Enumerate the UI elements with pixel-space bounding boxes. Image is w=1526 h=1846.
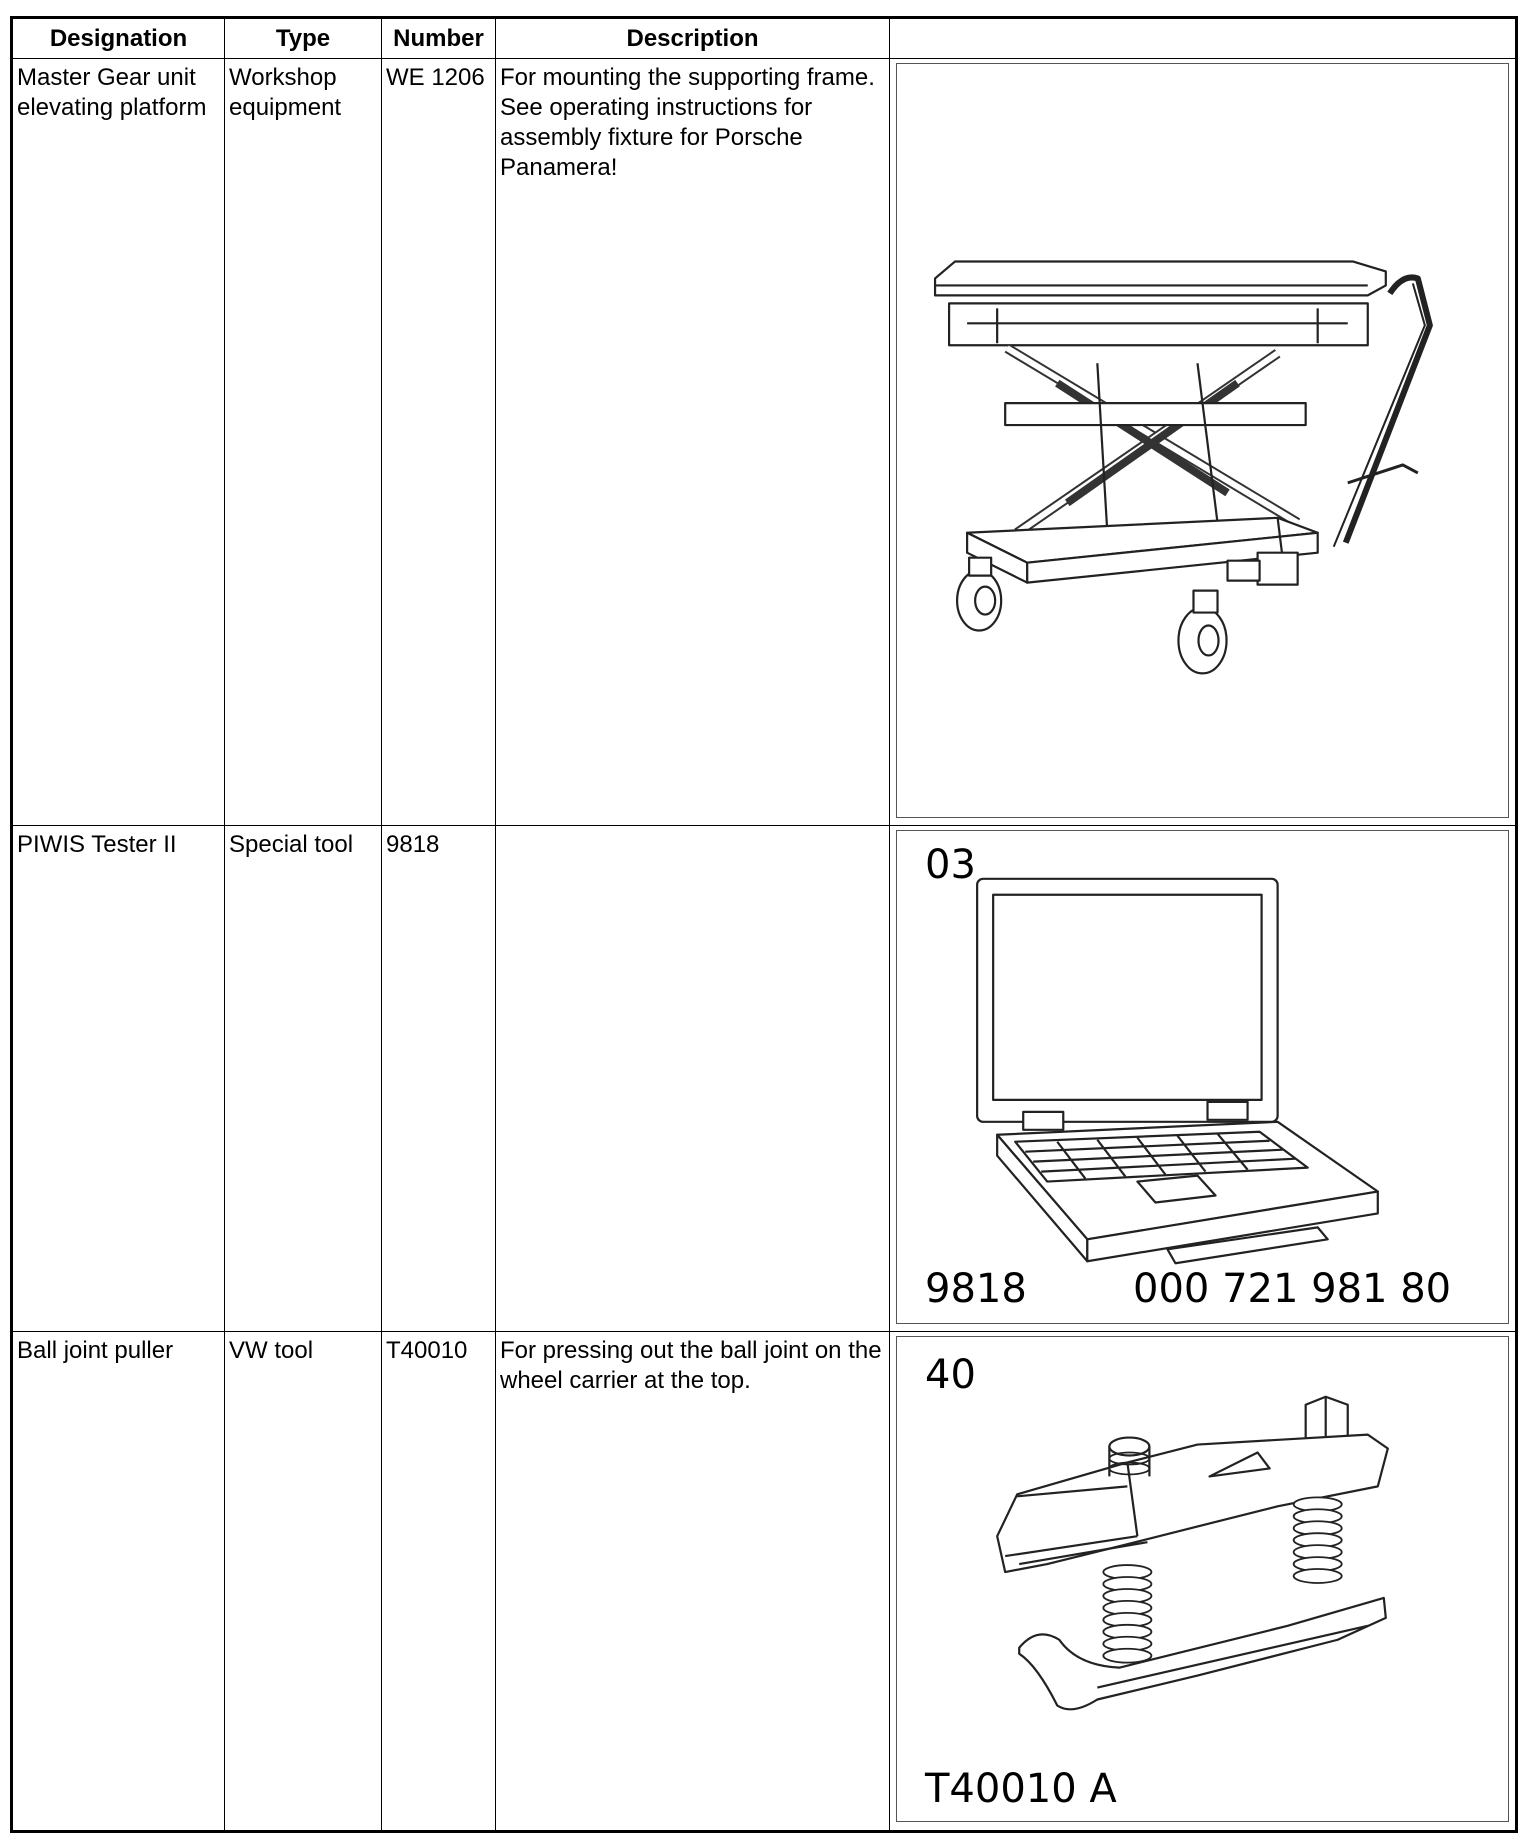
designation-cell: PIWIS Tester II: [12, 826, 225, 1332]
type-cell: Special tool: [225, 826, 382, 1332]
laptop-label-bottom-right: 000 721 981 80: [1133, 1266, 1452, 1312]
description-cell: For mounting the supporting frame. See operating instructions for assembly fixture for Porsche Panamera!: [496, 59, 890, 826]
image-cell: [890, 1332, 1517, 1832]
designation-cell: Master Gear unit elevating platform: [12, 59, 225, 826]
ball-joint-puller-illustration-icon: [896, 1336, 1509, 1822]
table-row: [12, 826, 1517, 1332]
image-cell: [890, 826, 1517, 1332]
description-cell: [496, 826, 890, 1332]
type-cell: Workshop equipment: [225, 59, 382, 826]
number-cell: WE 1206: [382, 59, 496, 826]
description-cell: For pressing out the ball joint on the wheel carrier at the top.: [496, 1332, 890, 1832]
type-cell: VW tool: [225, 1332, 382, 1832]
header-designation: Designation: [12, 18, 225, 59]
tools-table: [10, 16, 1518, 1833]
header-type: Type: [225, 18, 382, 59]
image-cell: [890, 59, 1517, 826]
header-description: Description: [496, 18, 890, 59]
puller-label-top: 40: [925, 1352, 976, 1398]
header-image: [890, 18, 1517, 59]
elevating-platform-illustration-icon: [896, 63, 1509, 818]
table-row: [12, 59, 1517, 826]
laptop-illustration-icon: [896, 830, 1509, 1324]
number-cell: 9818: [382, 826, 496, 1332]
designation-cell: Ball joint puller: [12, 1332, 225, 1832]
laptop-label-bottom-left: 9818: [925, 1266, 1027, 1312]
header-number: Number: [382, 18, 496, 59]
laptop-label-top: 03: [925, 842, 976, 888]
puller-label-bottom-left: T40010 A: [925, 1766, 1117, 1812]
number-cell: T40010: [382, 1332, 496, 1832]
table-row: [12, 1332, 1517, 1832]
header-row: [12, 18, 1517, 59]
